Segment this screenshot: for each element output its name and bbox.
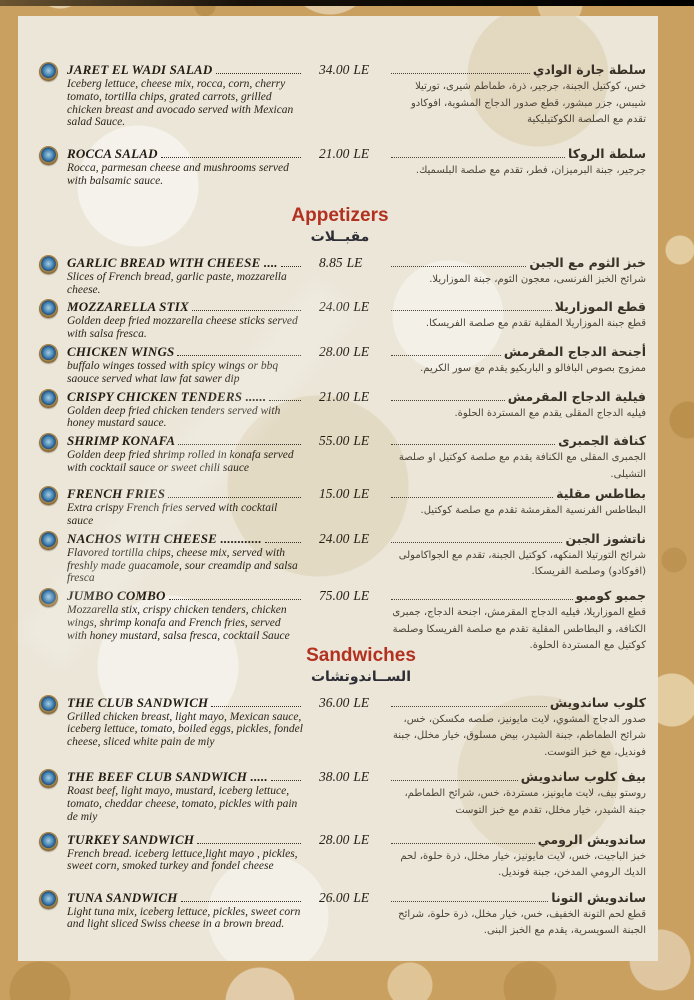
item-arabic-block bbox=[385, 769, 650, 819]
dotted-leader bbox=[168, 497, 301, 498]
item-arabic-block bbox=[385, 146, 650, 180]
brand-seal-icon bbox=[39, 299, 58, 318]
item-name-en: TUNA SANDWICH bbox=[67, 889, 178, 905]
item-name-row bbox=[67, 588, 303, 603]
brand-seal-icon bbox=[39, 486, 58, 505]
item-name-ar: أجنحة الدجاج المقرمش bbox=[503, 343, 646, 359]
item-name-ar: فيلية الدجاج المقرمش bbox=[507, 388, 646, 404]
dotted-leader-ar bbox=[391, 901, 548, 902]
item-arabic-block bbox=[385, 299, 650, 333]
dotted-leader bbox=[271, 780, 301, 781]
item-description-ar: الجمبرى المقلى مع الكنافة يقدم مع صلصة كوكتيل او صلصة التشيلى. bbox=[398, 452, 646, 480]
item-arabic-name-row bbox=[389, 695, 646, 710]
item-currency: LE bbox=[353, 388, 370, 404]
brand-seal-icon bbox=[39, 255, 58, 274]
item-arabic-block bbox=[385, 344, 650, 378]
item-price-value: 38.00 bbox=[319, 769, 350, 785]
item-currency: LE bbox=[353, 588, 370, 604]
item-description-ar: خس، كوكتيل الجبنة، جرجير، ذرة، طماطم شيرى، تورتيلا شيبس، جزر مبشور، قطع صدور الدجاج المشوية، افوكادو تقدم مع الصلصة الكوكتيليكية bbox=[410, 81, 646, 125]
item-english-block bbox=[67, 146, 303, 188]
item-description-en: Grilled chicken breast, light mayo, Mexican sauce, iceberg lettuce, tomato, boiled eggs, pickles, fondel cheese, sliced white pain de miy bbox=[67, 710, 303, 749]
dotted-leader bbox=[178, 444, 301, 445]
item-description-en: Golden deep fried mozzarella cheese sticks served with salsa fresca. bbox=[67, 315, 298, 341]
brand-seal-icon bbox=[39, 832, 58, 851]
item-english-block bbox=[67, 344, 303, 386]
item-name-row bbox=[67, 344, 303, 359]
item-name-row bbox=[67, 486, 303, 501]
menu-item bbox=[30, 146, 650, 188]
item-arabic-block bbox=[385, 389, 650, 423]
item-name-row bbox=[67, 299, 303, 314]
item-arabic-name-row bbox=[389, 433, 646, 448]
item-english-block bbox=[67, 832, 303, 874]
item-name-en: THE CLUB SANDWICH bbox=[67, 694, 209, 710]
item-name-ar: خبز الثوم مع الجبن bbox=[529, 254, 646, 270]
dotted-leader bbox=[161, 157, 301, 158]
item-price bbox=[303, 588, 385, 603]
item-currency: LE bbox=[353, 343, 370, 359]
item-name-row bbox=[67, 531, 303, 546]
item-english-block bbox=[67, 890, 303, 932]
dotted-leader-ar bbox=[391, 843, 535, 844]
item-arabic-name-row bbox=[389, 486, 646, 501]
dotted-leader bbox=[211, 706, 301, 707]
item-description-en: Golden deep fried shrimp rolled in konafa served with cocktail sauce or sweet chili sauce bbox=[67, 449, 294, 474]
item-name-row bbox=[67, 389, 303, 404]
item-currency: LE bbox=[353, 146, 370, 162]
item-name-row bbox=[67, 433, 303, 448]
item-arabic-block bbox=[385, 255, 650, 289]
item-description-en: Light tuna mix, iceberg lettuce, pickles, sweet corn and light sliced Swiss cheese in a brown bread. bbox=[67, 905, 301, 931]
item-english-block bbox=[67, 531, 303, 585]
item-price bbox=[303, 832, 385, 847]
item-arabic-name-row bbox=[389, 588, 646, 603]
item-arabic-name-row bbox=[389, 769, 646, 784]
item-arabic-block bbox=[385, 433, 650, 483]
item-english-block bbox=[67, 62, 303, 129]
item-english-block bbox=[67, 389, 303, 431]
item-description-ar: قطع لحم التونة الخفيف، خس، خيار مخلل، ذرة حلوة، شرائح الجبنة السويسرية، يقدم مع الخبز البنى. bbox=[398, 908, 646, 937]
item-currency: LE bbox=[353, 486, 370, 502]
section-heading-ar: الســاندوتشات bbox=[310, 668, 411, 685]
item-description-en: Roast beef, light mayo, mustard, iceberg lettuce, tomato, cheddar cheese, tomato, pickles with pain de miy bbox=[67, 785, 298, 823]
item-price-value: 55.00 bbox=[319, 433, 350, 449]
item-description-ar: صدور الدجاج المشوي، لايت مايونيز، صلصه مكسكن، خس، شرائح الطماطم، جبنة الشيدر، بيض مسلوق، خيار مخلل، جبنة فونديل، مع خبز التوست. bbox=[392, 713, 646, 758]
item-price-value: 24.00 bbox=[319, 299, 350, 315]
section-heading-en: Appetizers bbox=[291, 204, 389, 226]
item-description-ar: روستو بيف، لايت مايونيز، مستردة، خس، شرائح الطماطم، جبنة الشيدر، خيار مخلل، تقدم مع خبز التوست bbox=[404, 788, 646, 816]
item-name-en: NACHOS WITH CHEESE ............ bbox=[67, 530, 262, 546]
dotted-leader-ar bbox=[391, 444, 555, 445]
item-arabic-name-row bbox=[389, 832, 646, 847]
menu-group-salads bbox=[30, 62, 650, 188]
page-top-shadow bbox=[0, 0, 694, 6]
item-description-en: Rocca, parmesan cheese and mushrooms served with balsamic sauce. bbox=[67, 162, 289, 187]
item-price-value: 21.00 bbox=[319, 388, 350, 404]
menu-item bbox=[30, 695, 650, 762]
item-name-en: CHICKEN WINGS bbox=[67, 343, 175, 359]
item-price-value: 36.00 bbox=[319, 694, 350, 710]
item-english-block bbox=[67, 255, 303, 297]
dotted-leader bbox=[281, 266, 301, 267]
item-name-ar: ساندويش التونا bbox=[551, 889, 646, 905]
item-currency: LE bbox=[353, 769, 370, 785]
brand-seal-icon bbox=[39, 344, 58, 363]
menu-item bbox=[30, 344, 650, 386]
item-arabic-block bbox=[385, 588, 650, 655]
item-description-ar: قطع جبنة الموزاريلا المقلية تقدم مع صلصة الفريسكا. bbox=[425, 318, 646, 330]
dotted-leader bbox=[181, 901, 301, 902]
dotted-leader bbox=[265, 542, 301, 543]
item-price-value: 34.00 bbox=[319, 62, 350, 77]
item-name-en: SHRIMP KONAFA bbox=[67, 433, 176, 449]
item-arabic-block bbox=[385, 486, 650, 520]
item-name-en: MOZZARELLA STIX bbox=[67, 299, 189, 315]
dotted-leader-ar bbox=[391, 400, 505, 401]
dotted-leader-ar bbox=[391, 310, 552, 311]
item-currency: LE bbox=[353, 433, 370, 449]
item-name-en: JUMBO COMBO bbox=[67, 588, 166, 604]
item-price-value: 21.00 bbox=[319, 146, 350, 162]
item-name-en: CRISPY CHICKEN TENDERS ...... bbox=[67, 388, 267, 404]
item-name-ar: قطع الموزاريلا bbox=[554, 299, 646, 315]
menu-group-appetizers bbox=[30, 255, 650, 655]
item-arabic-block bbox=[385, 695, 650, 762]
dotted-leader bbox=[216, 73, 301, 74]
dotted-leader-ar bbox=[391, 497, 553, 498]
item-description-ar: ممزوج بصوص البافالو و الباربكيو يقدم مع سور الكريم. bbox=[420, 362, 646, 374]
item-description-ar: خبز الباجيت، خس، لايت مايونيز، خيار مخلل، ذرة حلوة، لحم الديك الرومي المدخن، جبنة فونديل. bbox=[400, 850, 646, 879]
item-name-row bbox=[67, 146, 303, 161]
item-english-block bbox=[67, 486, 303, 528]
item-price bbox=[303, 890, 385, 905]
item-name-ar: بيف كلوب ساندويش bbox=[520, 769, 646, 785]
item-name-ar: كلوب ساندويش bbox=[549, 694, 646, 710]
item-price bbox=[303, 255, 385, 270]
brand-seal-icon bbox=[39, 769, 58, 788]
item-price bbox=[303, 389, 385, 404]
item-price bbox=[303, 62, 385, 77]
brand-seal-icon bbox=[39, 433, 58, 452]
item-arabic-block bbox=[385, 832, 650, 882]
menu-item bbox=[30, 389, 650, 431]
item-price-value: 75.00 bbox=[319, 588, 350, 604]
item-price bbox=[303, 433, 385, 448]
item-description-en: Golden deep fried chicken tenders served with honey mustard sauce. bbox=[67, 404, 281, 430]
item-description-en: Iceberg lettuce, cheese mix, rocca, corn, cherry tomato, tortilla chips, grated carrots, grilled chicken breast and avocado served with Mexican salad Sauce. bbox=[67, 78, 294, 129]
item-currency: LE bbox=[353, 889, 370, 905]
item-arabic-name-row bbox=[389, 531, 646, 546]
item-name-ar: سلطة جارة الوادي bbox=[532, 62, 646, 77]
item-description-en: buffalo winges tossed with spicy wings or bbq saouce served what law fat sawer dip bbox=[67, 359, 279, 385]
dotted-leader-ar bbox=[391, 542, 562, 543]
item-price-value: 28.00 bbox=[319, 831, 350, 847]
item-price bbox=[303, 146, 385, 161]
menu-item bbox=[30, 299, 650, 341]
item-description-ar: شرائح الخبز الفرنسى، معجون الثوم، جبنة الموزاريلا. bbox=[429, 273, 646, 285]
dotted-leader-ar bbox=[391, 706, 547, 707]
item-name-row bbox=[67, 255, 303, 270]
item-price-value: 15.00 bbox=[319, 486, 350, 502]
brand-seal-icon bbox=[39, 62, 58, 81]
dotted-leader-ar bbox=[391, 157, 565, 158]
menu-item bbox=[30, 531, 650, 585]
item-description-en: Flavored tortilla chips, cheese mix, served with freshly made guacamole, sour creamdip and salsa fresca bbox=[67, 546, 298, 585]
menu-page bbox=[18, 16, 658, 961]
dotted-leader bbox=[269, 400, 301, 401]
item-name-en: THE BEEF CLUB SANDWICH ..... bbox=[67, 769, 268, 785]
item-description-en: Mozzarella stix, crispy chicken tenders, chicken wings, shrimp konafa and French fries, served with honey mustard, salsa fresca, cocktail Sauce bbox=[67, 604, 290, 642]
item-arabic-name-row bbox=[389, 255, 646, 270]
item-name-en: TURKEY SANDWICH bbox=[67, 831, 195, 847]
dotted-leader-ar bbox=[391, 355, 501, 356]
item-price bbox=[303, 299, 385, 314]
item-description-ar: فيليه الدجاج المقلى يقدم مع المستردة الحلوة. bbox=[454, 407, 646, 419]
menu-item bbox=[30, 255, 650, 297]
item-arabic-name-row bbox=[389, 890, 646, 905]
item-arabic-name-row bbox=[389, 344, 646, 359]
item-arabic-block bbox=[385, 531, 650, 581]
item-price bbox=[303, 695, 385, 710]
item-arabic-name-row bbox=[389, 389, 646, 404]
item-english-block bbox=[67, 588, 303, 642]
brand-seal-icon bbox=[39, 588, 58, 607]
item-name-en: FRENCH FRIES bbox=[67, 486, 166, 502]
dotted-leader-ar bbox=[391, 73, 530, 74]
item-description-en: Extra crispy French fries served with cocktail sauce bbox=[67, 502, 278, 527]
brand-seal-icon bbox=[39, 389, 58, 408]
item-name-en: ROCCA SALAD bbox=[67, 146, 158, 162]
menu-groups bbox=[30, 62, 650, 940]
item-english-block bbox=[67, 433, 303, 475]
item-english-block bbox=[67, 695, 303, 749]
section-heading-ar: مقبــلات bbox=[310, 228, 370, 245]
item-currency: LE bbox=[346, 254, 363, 270]
item-description-ar: البطاطس الفرنسية المقرمشة تقدم مع صلصة كوكتيل. bbox=[420, 505, 646, 517]
item-arabic-name-row bbox=[389, 146, 646, 161]
item-name-ar: ساندويش الرومي bbox=[537, 831, 646, 847]
item-arabic-name-row bbox=[389, 299, 646, 314]
item-description-ar: قطع الموزاريلا، فيليه الدجاج المقرمش، اجنحة الدجاج، جمبرى الكنافة، و البطاطس المقلية تقدم مع صلصة الفريسكا وصلصة كوكتيل مع المستردة الحلوة. bbox=[392, 607, 646, 652]
item-name-row bbox=[67, 62, 303, 77]
menu-item bbox=[30, 890, 650, 940]
item-name-ar: بطاطس مقلية bbox=[556, 486, 646, 502]
item-name-row bbox=[67, 695, 303, 710]
item-arabic-block bbox=[385, 890, 650, 940]
dotted-leader bbox=[169, 599, 301, 600]
item-arabic-block bbox=[385, 62, 650, 129]
item-price bbox=[303, 769, 385, 784]
dotted-leader bbox=[192, 310, 301, 311]
item-name-ar: سلطة الروكا bbox=[568, 146, 646, 162]
section-heading bbox=[30, 205, 650, 247]
menu-item bbox=[30, 433, 650, 483]
item-description-en: Slices of French bread, garlic paste, mozzarella cheese. bbox=[67, 270, 287, 296]
item-price-value: 8.85 bbox=[319, 254, 343, 270]
item-description-ar: شرائح التورتيلا المنكهه، كوكتيل الجبنة، تقدم مع الجواكامولى (افوكادو) وصلصة الفريسكا. bbox=[398, 549, 646, 578]
menu-item bbox=[30, 769, 650, 823]
dotted-leader-ar bbox=[391, 780, 518, 781]
dotted-leader-ar bbox=[391, 599, 573, 600]
section-heading-en: Sandwiches bbox=[306, 644, 416, 666]
brand-seal-icon bbox=[39, 890, 58, 909]
item-currency: LE bbox=[353, 530, 370, 546]
menu-item bbox=[30, 62, 650, 129]
item-english-block bbox=[67, 299, 303, 341]
item-name-row bbox=[67, 890, 303, 905]
item-english-block bbox=[67, 769, 303, 823]
item-currency: LE bbox=[353, 831, 370, 847]
dotted-leader-ar bbox=[391, 266, 526, 267]
item-price-value: 24.00 bbox=[319, 530, 350, 546]
item-price-value: 28.00 bbox=[319, 343, 350, 359]
item-currency: LE bbox=[353, 694, 370, 710]
brand-seal-icon bbox=[39, 146, 58, 165]
item-price-value: 26.00 bbox=[319, 889, 350, 905]
item-description-ar: جرجير، جبنة البرميزان، فطر، تقدم مع صلصة البلسميك. bbox=[415, 165, 646, 177]
item-currency: LE bbox=[353, 299, 370, 315]
brand-seal-icon bbox=[39, 695, 58, 714]
dotted-leader bbox=[177, 355, 301, 356]
item-name-ar: كنافة الجمبرى bbox=[558, 433, 646, 449]
item-price bbox=[303, 344, 385, 359]
menu-group-sandwiches bbox=[30, 695, 650, 940]
item-name-row bbox=[67, 769, 303, 784]
item-name-en: GARLIC BREAD WITH CHEESE .... bbox=[67, 254, 278, 270]
item-name-en: JARET EL WADI SALAD bbox=[67, 62, 213, 77]
item-currency: LE bbox=[353, 62, 370, 77]
item-price bbox=[303, 531, 385, 546]
item-price bbox=[303, 486, 385, 501]
item-description-en: French bread. iceberg lettuce,light mayo , pickles, sweet corn, smoked turkey and fondel cheese bbox=[67, 847, 298, 873]
item-name-ar: جمبو كومبو bbox=[575, 588, 646, 604]
brand-seal-icon bbox=[39, 531, 58, 550]
menu-item bbox=[30, 832, 650, 882]
item-arabic-name-row bbox=[389, 62, 646, 77]
item-name-row bbox=[67, 832, 303, 847]
dotted-leader bbox=[197, 843, 301, 844]
menu-item bbox=[30, 486, 650, 528]
item-name-ar: ناتشوز الجبن bbox=[565, 530, 646, 546]
